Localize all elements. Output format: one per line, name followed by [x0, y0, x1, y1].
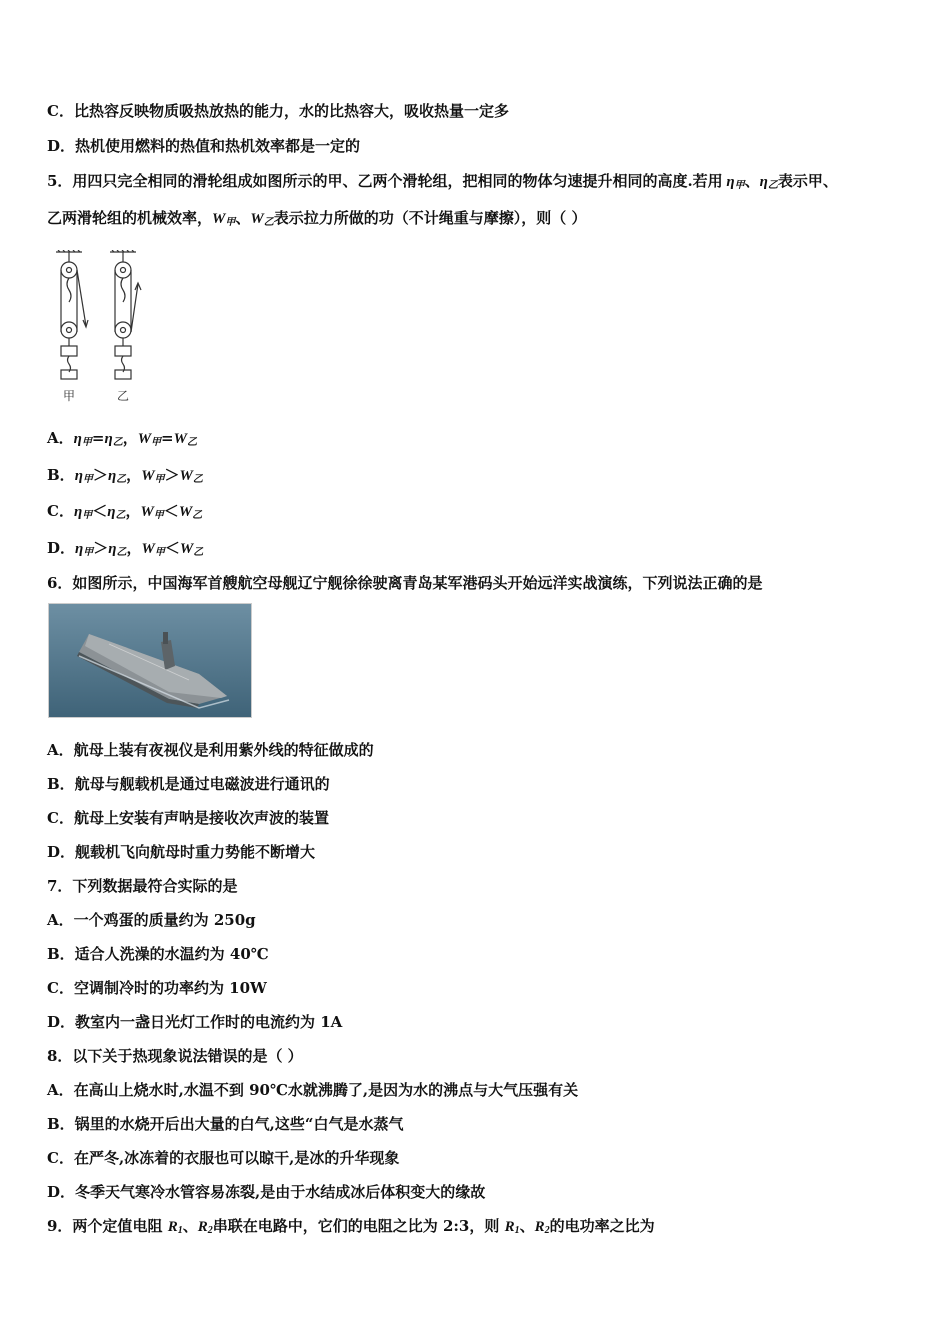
question-5-line-2: 乙两滑轮组的机械效率，$W_甲$、$W_乙$表示拉力所做的功（不计绳重与摩擦），则（ ）: [47, 209, 587, 228]
label-yi: 乙: [117, 389, 130, 403]
question-5-line-1: 5．用四只完全相同的滑轮组成如图所示的甲、乙两个滑轮组，把相同的物体匀速提升相同的高度.若用 $\eta_甲$、$\eta_乙$表示甲、: [47, 172, 838, 191]
q5-option-d: D．$\eta_甲>\eta_乙$，$W_甲<W_乙$: [47, 539, 204, 558]
q8-option-c: C．在严冬,冰冻着的衣服也可以晾干,是冰的升华现象: [47, 1149, 400, 1167]
q8-option-b: B．锅里的水烧开后出大量的白气,这些“白气是水蒸气: [47, 1115, 404, 1133]
q5-option-b: B．$\eta_甲>\eta_乙$，$W_甲>W_乙$: [47, 466, 203, 485]
q6-option-d: D．舰载机飞向航母时重力势能不断增大: [47, 843, 316, 861]
q7-option-c: C．空调制冷时的功率约为 10W: [47, 979, 267, 997]
q5-option-a: A．$\eta_甲=\eta_乙$，$W_甲=W_乙$: [47, 429, 197, 448]
q7-option-d: D．教室内一盏日光灯工作时的电流约为 1A: [47, 1013, 343, 1031]
question-6: 6．如图所示，中国海军首艘航空母舰辽宁舰徐徐驶离青岛某军港码头开始远洋实战演练，下列说法正确的是: [47, 574, 763, 592]
q8-option-a: A．在高山上烧水时,水温不到 90℃水就沸腾了,是因为水的沸点与大气压强有关: [47, 1081, 579, 1099]
q6-option-b: B．航母与舰载机是通过电磁波进行通讯的: [47, 775, 330, 793]
q6-option-a: A．航母上装有夜视仪是利用紫外线的特征做成的: [47, 741, 374, 759]
question-8: 8．以下关于热现象说法错误的是（ ）: [47, 1047, 303, 1065]
aircraft-carrier-photo: [48, 603, 252, 718]
q7-option-b: B．适合人洗澡的水温约为 40℃: [47, 945, 269, 963]
q6-option-c: C．航母上安装有声呐是接收次声波的装置: [47, 809, 329, 827]
q8-option-d: D．冬季天气寒冷水管容易冻裂,是由于水结成冰后体积变大的缘故: [47, 1183, 486, 1201]
option-line: C．比热容反映物质吸热放热的能力，水的比热容大，吸收热量一定多: [47, 102, 509, 120]
option-line: D．热机使用燃料的热值和热机效率都是一定的: [47, 137, 361, 155]
question-7: 7．下列数据最符合实际的是: [47, 877, 238, 895]
q7-option-a: A．一个鸡蛋的质量约为 250g: [47, 911, 256, 929]
question-9: 9．两个定值电阻 $R_1$、$R_2$串联在电路中，它们的电阻之比为 2:3，则 $R_1$、$R_2$的电功率之比为: [47, 1217, 655, 1236]
q5-option-c: C．$\eta_甲<\eta_乙$，$W_甲<W_乙$: [47, 502, 203, 521]
pulley-system-figure: [52, 250, 152, 406]
label-jia: 甲: [63, 389, 76, 403]
